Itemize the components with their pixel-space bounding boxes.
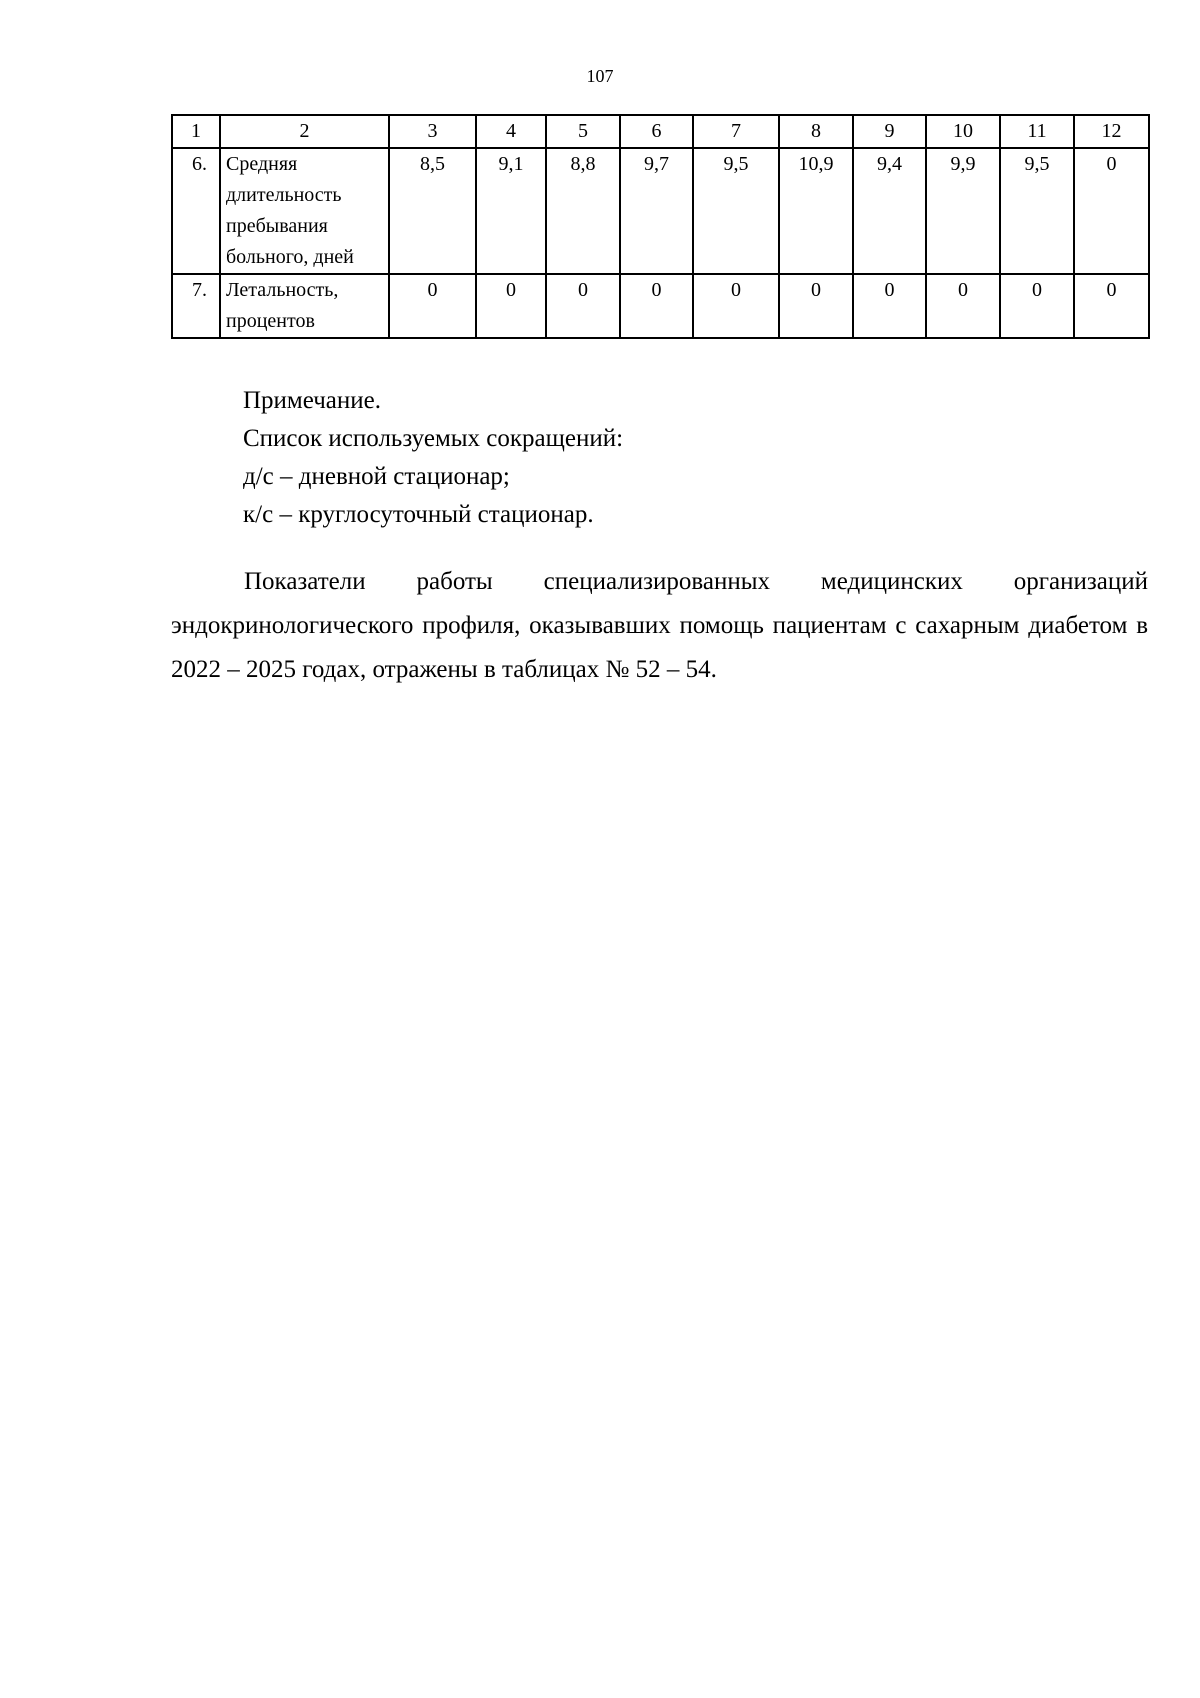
table-row (172, 148, 1149, 274)
table-row (172, 274, 1149, 338)
table-cell: 0 (1000, 274, 1074, 338)
row-label-line: пребывания (226, 215, 328, 237)
table-cell: 0 (779, 274, 853, 338)
table-cell: 0 (1074, 274, 1149, 338)
header-cell: 4 (476, 115, 546, 148)
table-cell: 0 (546, 274, 620, 338)
notes-block (243, 382, 623, 534)
table-cell: 9,5 (1000, 148, 1074, 274)
notes-title: Примечание. (243, 387, 382, 414)
row-label-line: больного, дней (226, 246, 354, 268)
header-cell: 5 (546, 115, 620, 148)
table-cell: 0 (693, 274, 779, 338)
table-cell: 9,9 (926, 148, 1000, 274)
table-cell: 0 (389, 274, 476, 338)
header-cell: 1 (172, 115, 220, 148)
table-cell: 0 (1074, 148, 1149, 274)
table-cell: 10,9 (779, 148, 853, 274)
table-cell: 9,5 (693, 148, 779, 274)
row-label-line: Летальность, (226, 279, 339, 301)
header-cell: 8 (779, 115, 853, 148)
row-label-line: Средняя (226, 153, 298, 175)
header-cell: 9 (853, 115, 926, 148)
table-cell: 0 (926, 274, 1000, 338)
table-cell: 9,1 (476, 148, 546, 274)
table-cell: 8,8 (546, 148, 620, 274)
table-cell: 9,4 (853, 148, 926, 274)
header-cell: 3 (389, 115, 476, 148)
page-number: 107 (586, 66, 614, 86)
table-cell: 0 (853, 274, 926, 338)
notes-item: к/с – круглосуточный стационар. (243, 501, 594, 528)
row-label-line: длительность (226, 184, 342, 206)
table-cell: 0 (620, 274, 693, 338)
header-cell: 12 (1074, 115, 1149, 148)
header-cell: 11 (1000, 115, 1074, 148)
row-number: 7. (172, 274, 220, 338)
notes-item: д/с – дневной стационар; (243, 463, 510, 490)
body-paragraph: Показатели работы специализированных медицинских организаций эндокринологического профиля, оказывавших помощь пациентам с сахарным диабетом в 2022 – 2025 годах, отражены в таблицах № 52 – 54. (171, 568, 1148, 683)
row-label-line: процентов (226, 310, 315, 332)
header-cell: 10 (926, 115, 1000, 148)
data-table (171, 114, 1150, 339)
row-number: 6. (172, 148, 220, 274)
table-header-row (172, 115, 1149, 148)
notes-list-heading: Список используемых сокращений: (243, 425, 624, 452)
header-cell: 7 (693, 115, 779, 148)
row-label (220, 274, 389, 338)
table-cell: 0 (476, 274, 546, 338)
table-cell: 9,7 (620, 148, 693, 274)
header-cell: 6 (620, 115, 693, 148)
table-cell: 8,5 (389, 148, 476, 274)
header-cell: 2 (220, 115, 389, 148)
row-label (220, 148, 389, 274)
